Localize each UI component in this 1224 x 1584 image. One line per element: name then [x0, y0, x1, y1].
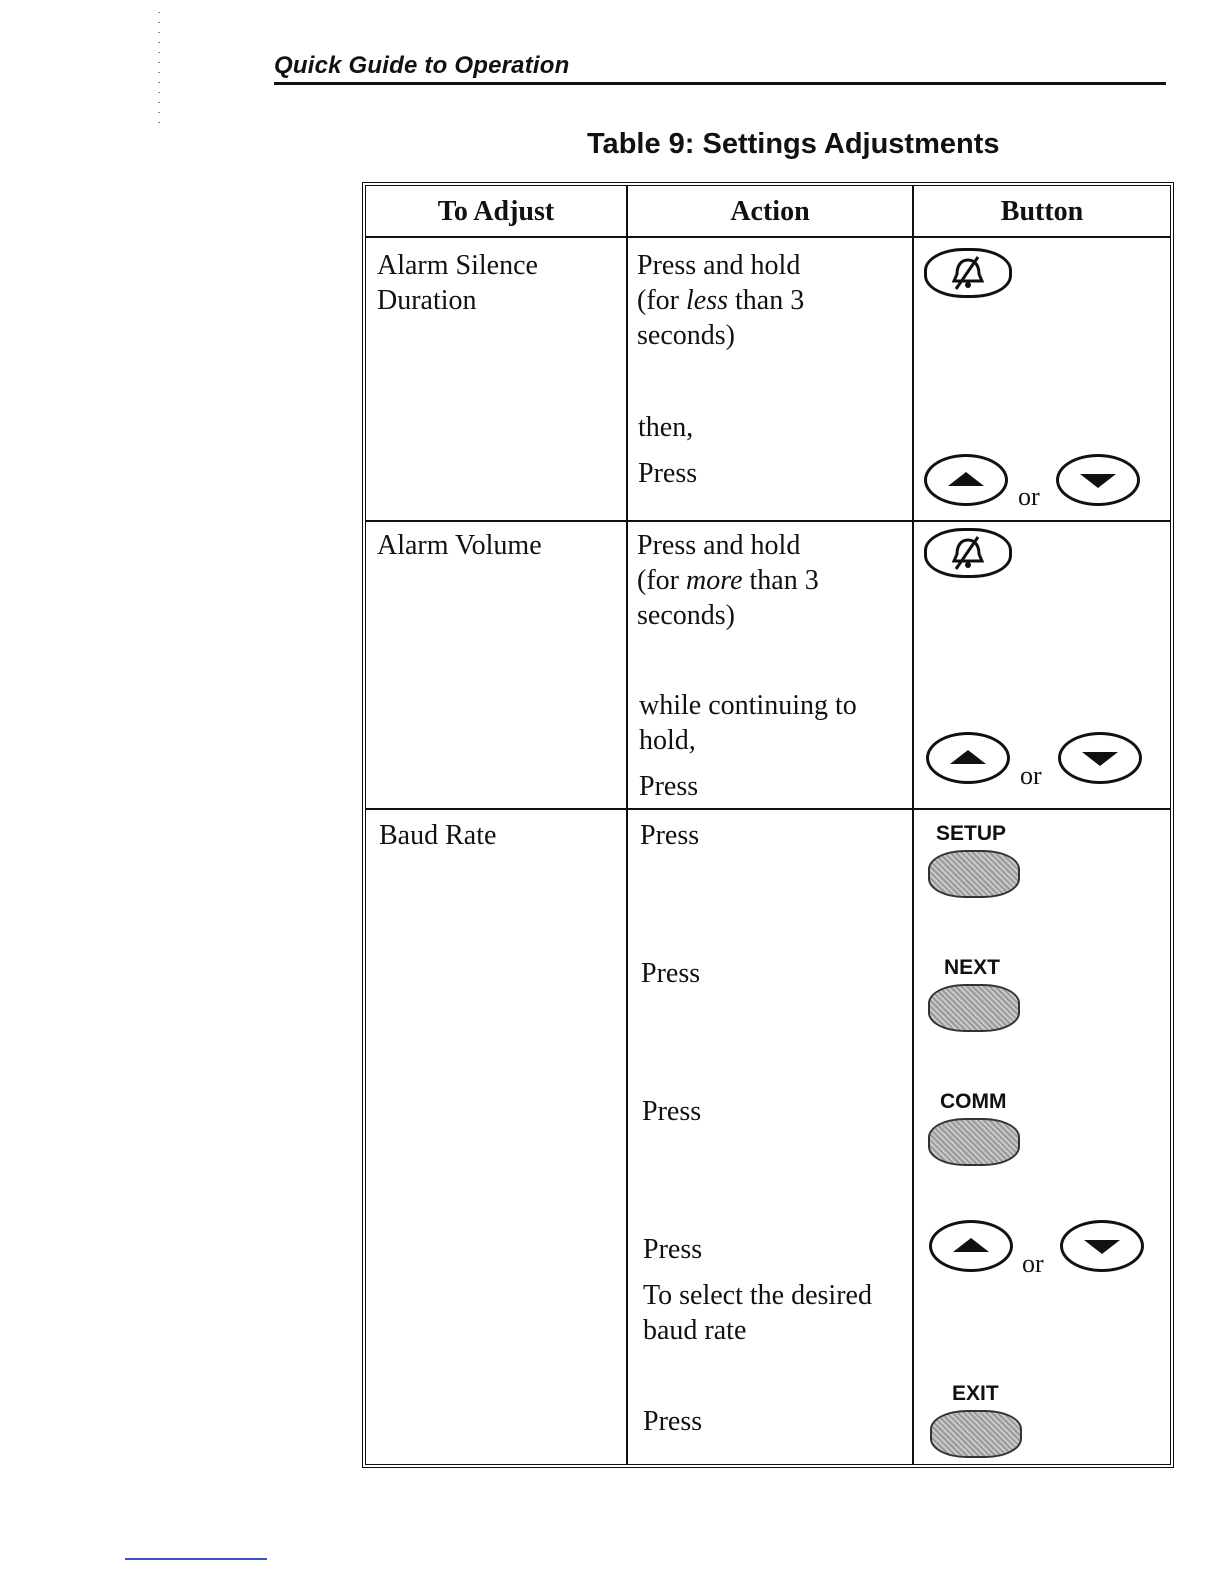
action-text: Press: [640, 820, 700, 851]
column-header: Action: [730, 196, 810, 227]
action-text: To select the desired: [643, 1280, 872, 1311]
action-text: baud rate: [643, 1315, 747, 1346]
action-text: Press: [641, 958, 701, 989]
bell-slash-icon: [946, 255, 990, 291]
header-title: Quick Guide to Operation: [274, 52, 570, 79]
bell-slash-icon: [946, 535, 990, 571]
action-text: (for more than 3: [637, 565, 819, 596]
down-arrow-icon: [1080, 748, 1120, 768]
up-arrow-icon: [948, 748, 988, 768]
down-arrow-icon: [1082, 1236, 1122, 1256]
action-text: Press: [642, 1096, 702, 1127]
up-button: [929, 1220, 1013, 1272]
margin-marks: [158, 12, 160, 132]
down-button: [1056, 454, 1140, 506]
down-button: [1060, 1220, 1144, 1272]
adjust-label: Baud Rate: [379, 820, 497, 851]
adjust-label: Alarm Silence: [377, 250, 538, 281]
adjust-label: Alarm Volume: [377, 530, 542, 561]
action-text: Press and hold: [637, 250, 801, 281]
action-text: Press: [643, 1406, 703, 1437]
action-text: hold,: [639, 725, 696, 756]
row-divider: [366, 520, 1170, 522]
action-text: seconds): [637, 320, 735, 351]
action-text: Press: [638, 458, 698, 489]
action-text: then,: [638, 412, 694, 443]
alarm-silence-button: [924, 248, 1012, 298]
next-key: [928, 984, 1020, 1032]
next-label: NEXT: [944, 956, 1001, 979]
setup-label: SETUP: [936, 822, 1007, 845]
footer-rule: [125, 1558, 267, 1560]
column-header: Button: [1000, 196, 1084, 227]
column-header: To Adjust: [437, 196, 555, 227]
exit-label: EXIT: [952, 1382, 999, 1405]
or-label: or: [1018, 482, 1040, 511]
up-button: [924, 454, 1008, 506]
action-text: Press: [639, 771, 699, 802]
up-button: [926, 732, 1010, 784]
action-text: Press: [643, 1234, 703, 1265]
action-text: while continuing to: [639, 690, 857, 721]
action-text: seconds): [637, 600, 735, 631]
setup-key: [928, 850, 1020, 898]
or-label: or: [1022, 1249, 1044, 1278]
alarm-silence-button: [924, 528, 1012, 578]
comm-label: COMM: [940, 1090, 1007, 1113]
or-label: or: [1020, 761, 1042, 790]
exit-key: [930, 1410, 1022, 1458]
row-divider: [366, 236, 1170, 238]
down-arrow-icon: [1078, 470, 1118, 490]
up-arrow-icon: [951, 1236, 991, 1256]
up-arrow-icon: [946, 470, 986, 490]
adjust-label: Duration: [377, 285, 477, 316]
page-header: [274, 52, 1166, 85]
down-button: [1058, 732, 1142, 784]
comm-key: [928, 1118, 1020, 1166]
row-divider: [366, 808, 1170, 810]
action-text: Press and hold: [637, 530, 801, 561]
col-divider: [626, 186, 628, 1464]
action-text: (for less than 3: [637, 285, 805, 316]
settings-table: [362, 182, 1174, 1468]
table-title: Table 9: Settings Adjustments: [587, 128, 1000, 160]
col-divider: [912, 186, 914, 1464]
